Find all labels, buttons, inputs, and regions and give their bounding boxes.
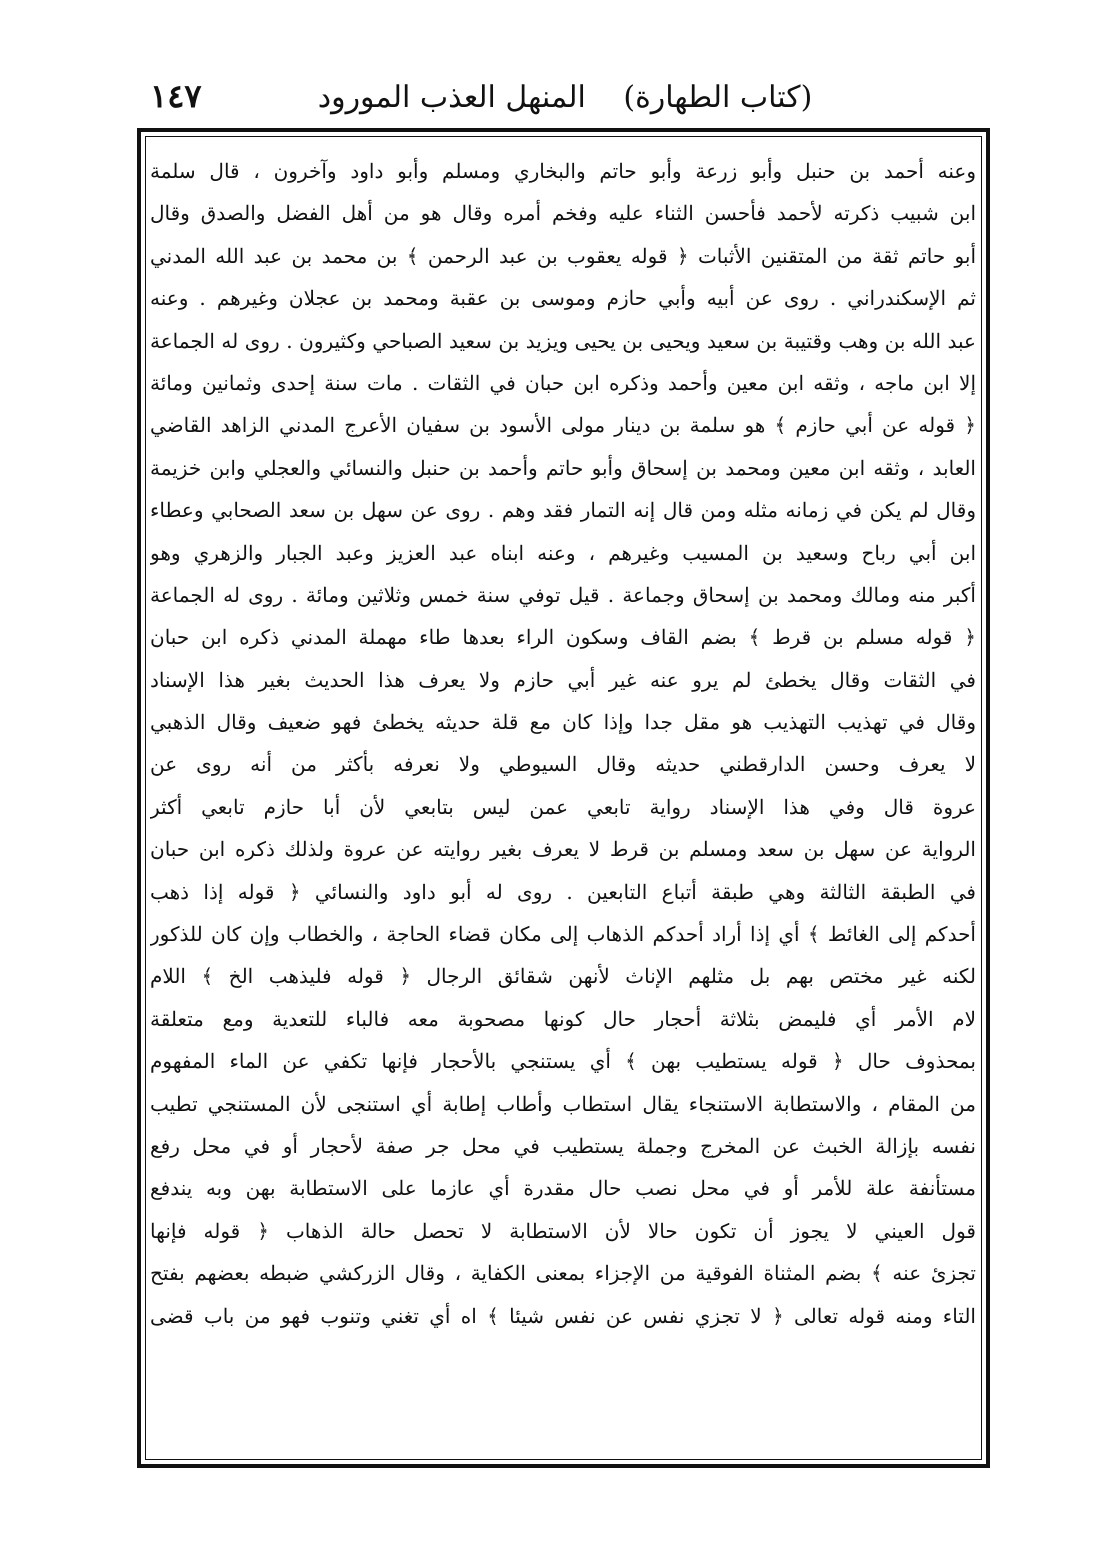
text-line: أكبر منه ومالك ومحمد بن إسحاق وجماعة . قيل توفي سنة خمس وثلاثين ومائة . روى له الجماعة [150,582,976,607]
work-title: المنهل العذب المورود [317,80,586,115]
text-line: ابن شبيب ذكرته لأحمد فأحسن الثناء عليه وفخم أمره وقال هو من أهل الفضل والصدق وقال [150,201,976,226]
text-line: قول العيني لا يجوز أن تكون حالا لأن الاستطابة لا تحصل حالة الذهاب ﴿ قوله فإنها [150,1218,976,1243]
text-line: ﴿ قوله عن أبي حازم ﴾ هو سلمة بن دينار مولى الأسود بن سفيان الأعرج المدني الزاهد القاضي [150,413,976,438]
text-line: مستأنفة علة للأمر أو في محل نصب حال مقدرة أي عازما على الاستطابة بهن وبه يندفع [150,1176,976,1201]
text-line: التاء ومنه قوله تعالى ﴿ لا تجزي نفس عن نفس شيئا ﴾ اه أي تغني وتنوب فهو من باب قضى [150,1303,976,1328]
text-line: العابد ، وثقه ابن معين ومحمد بن إسحاق وأبو حاتم وأحمد بن حنبل والنسائي والعجلي وابن خزيمة [150,455,976,480]
text-line: من المقام ، والاستطابة الاستنجاء يقال استطاب وأطاب إطابة أي استنجى لأن المستنجي تطيب [150,1091,976,1116]
text-line: ﴿ قوله مسلم بن قرط ﴾ بضم القاف وسكون الراء بعدها طاء مهملة المدني ذكره ابن حبان [150,625,976,650]
book-title: (كتاب الطهارة) [623,80,813,115]
text-line: في الثقات وقال يخطئ لم يرو عنه غير أبي حازم ولا يعرف هذا الحديث بغير هذا الإسناد [150,667,976,692]
text-line: نفسه بإزالة الخبث عن المخرج وجملة يستطيب في محل جر صفة لأحجار أو في محل رفع [150,1133,976,1158]
page-number: ١٤٧ [150,77,202,115]
text-line: عبد الله بن وهب وقتيبة بن سعيد ويحيى بن يحيى ويزيد بن سعيد الصباحي وكثيرون . روى له الجماعة [150,328,976,353]
running-title [140,78,990,118]
text-line: وقال لم يكن في زمانه مثله ومن قال إنه التمار فقد وهم . روى عن سهل بن سعد الصحابي وعطاء [150,498,976,523]
text-line: في الطبقة الثالثة وهي طبقة أتباع التابعين . روى له أبو داود والنسائي ﴿ قوله إذا ذهب [150,879,976,904]
text-line: أبو حاتم ثقة من المتقنين الأثبات ﴿ قوله يعقوب بن عبد الرحمن ﴾ بن محمد بن عبد الله المدني [150,243,976,268]
text-line: وعنه أحمد بن حنبل وأبو زرعة وأبو حاتم والبخاري ومسلم وأبو داود وآخرون ، قال سلمة [150,159,976,183]
text-line: لام الأمر أي فليمض بثلاثة أحجار حال كونها مصحوبة معه فالباء للتعدية ومع متعلقة [150,1006,976,1031]
text-line: ثم الإسكندراني . روى عن أبيه وأبي حازم وموسى بن عقبة ومحمد بن عجلان وغيرهم . وعنه [150,286,976,311]
text-line: لا يعرف وحسن الدارقطني حديثه وقال السيوطي ولا نعرفه بأكثر من أنه روى عن [150,752,976,777]
text-line: الرواية عن سهل بن سعد ومسلم بن قرط لا يعرف بغير روايته عن عروة ولذلك ذكره ابن حبان [150,837,976,862]
text-line: وقال في تهذيب التهذيب هو مقل جدا وإذا كان مع قلة حديثه يخطئ فهو ضعيف وقال الذهبي [150,710,976,735]
commentary-text [150,150,976,1337]
text-line: بمحذوف حال ﴿ قوله يستطيب بهن ﴾ أي يستنجي بالأحجار فإنها تكفي عن الماء المفهوم [150,1049,976,1074]
text-line: عروة قال وفي هذا الإسناد رواية تابعي عمن ليس بتابعي لأن أبا حازم تابعي أكثر [150,794,976,819]
text-line: تجزئ عنه ﴾ بضم المثناة الفوقية من الإجزاء بمعنى الكفاية ، وقال الزركشي ضبطه بعضهم بفتح [150,1261,976,1286]
text-line: ابن أبي رباح وسعيد بن المسيب وغيرهم ، وعنه ابناه عبد العزيز وعبد الجبار والزهري وهو [150,540,976,565]
text-line: أحدكم إلى الغائط ﴾ أي إذا أراد أحدكم الذهاب إلى مكان قضاء الحاجة ، والخطاب وإن كان للذكور [150,922,976,947]
text-line: إلا ابن ماجه ، وثقه ابن معين وأحمد وذكره ابن حبان في الثقات . مات سنة إحدى وثمانين ومائة [150,370,976,395]
text-line: لكنه غير مختص بهم بل مثلهم الإناث لأنهن شقائق الرجال ﴿ قوله فليذهب الخ ﴾ اللام [150,964,976,989]
page-header [140,70,990,126]
